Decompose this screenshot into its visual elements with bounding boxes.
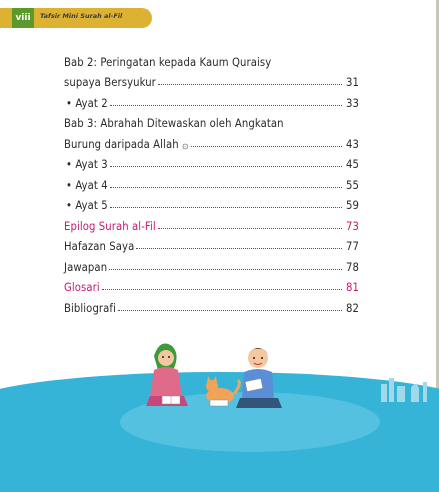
toc-entry (64, 69, 359, 90)
running-title: Tafsir Mini Surah al-Fil (40, 12, 123, 20)
toc-dot-leader (110, 206, 342, 208)
toc-entry-label: Glosari (64, 281, 100, 294)
toc-entry-label: Hafazan Saya (64, 240, 135, 253)
toc-entry-page: 82 (345, 301, 359, 315)
toc-dot-leader (109, 268, 342, 270)
toc-entry-page: 55 (345, 178, 359, 192)
toc-dot-leader (110, 165, 342, 167)
toc-entry (64, 233, 359, 254)
toc-entry-page: 77 (345, 240, 359, 253)
toc-dot-leader (191, 145, 342, 147)
toc-entry (64, 171, 359, 192)
toc-entry-label: • Ayat 5 (66, 199, 108, 212)
toc-dot-leader (158, 227, 342, 229)
toc-entry-label: Bab 2: Peringatan kepada Kaum Quraisy (64, 55, 272, 69)
toc-entry (64, 294, 359, 315)
toc-dot-leader (110, 186, 342, 188)
toc-entry-label: • Ayat 3 (66, 158, 108, 171)
toc-entry-label: • Ayat 4 (66, 178, 108, 192)
toc-entry-label: Burung daripada Allah ۞ (64, 137, 189, 151)
toc-entry (64, 253, 359, 274)
toc-entry (64, 192, 359, 213)
toc-entry-page: 78 (345, 260, 359, 274)
page-number: viii (12, 8, 34, 28)
city-skyline-icon (375, 372, 435, 402)
toc-entry-page: 73 (345, 219, 359, 233)
toc-entry (64, 89, 359, 110)
toc-entry-label: Bibliografi (64, 301, 116, 315)
toc-dot-leader (102, 288, 342, 290)
toc-dot-leader (110, 104, 342, 106)
toc-entry-page: 81 (345, 281, 359, 294)
girl-figure (146, 344, 188, 406)
toc-entry-page: 43 (345, 137, 359, 151)
table-of-contents (64, 48, 359, 315)
toc-entry (64, 274, 359, 295)
toc-entry-label: Epilog Surah al-Fil (64, 219, 156, 233)
toc-dot-leader (136, 247, 342, 249)
children-reading-illustration (140, 336, 290, 412)
toc-dot-leader (158, 83, 342, 85)
toc-entry-page: 33 (345, 96, 359, 110)
boy-figure (236, 348, 282, 408)
running-header (0, 8, 152, 28)
toc-entry-page: 31 (345, 76, 359, 89)
toc-entry-label: Jawapan (64, 260, 108, 274)
cat-figure (206, 376, 239, 406)
toc-entry (64, 212, 359, 233)
toc-entry-label: • Ayat 2 (66, 96, 108, 110)
toc-entry-label: Bab 3: Abrahah Ditewaskan oleh Angkatan (64, 117, 284, 130)
toc-entry-page: 59 (345, 199, 359, 212)
toc-entry (64, 48, 359, 69)
toc-entry (64, 151, 359, 172)
toc-entry-page: 45 (345, 158, 359, 171)
toc-entry (64, 110, 359, 131)
toc-dot-leader (118, 309, 342, 311)
toc-entry (64, 130, 359, 151)
toc-entry-label: supaya Bersyukur (64, 76, 156, 89)
